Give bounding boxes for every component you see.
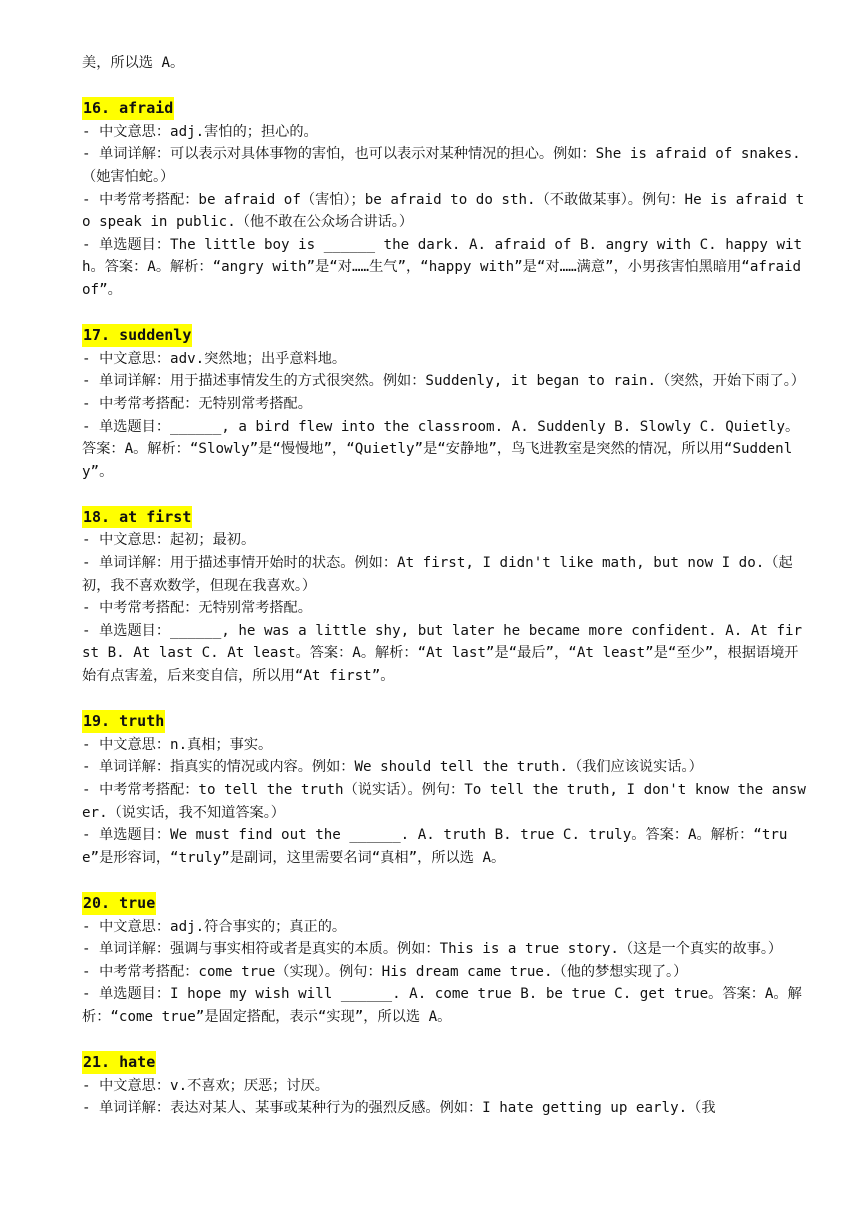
- spacer: [82, 75, 810, 98]
- entry-line: - 单选题目：We must find out the ______. A. truth B. true C. truly。答案：A。解析：“true”是形容词，“truly”是副词，这里需要名词“真相”，所以选 A。: [82, 827, 788, 866]
- vocab-entry: [82, 97, 810, 301]
- entry-heading-row: [82, 324, 810, 348]
- entry-line: - 单选题目：I hope my wish will ______. A. come true B. be true C. get true。答案：A。解析：“come true”是固定搭配，表示“实现”，所以选 A。: [82, 986, 802, 1025]
- vocab-entry: [82, 892, 810, 1029]
- entry-line: - 单选题目：______, he was a little shy, but later he became more confident. A. At first B. At last C. At least。答案：A。解析：“At last”是“最后”，“At least”是“至少”，根据语境开始有点害羞，后来变自信，所以用“At first”。: [82, 622, 803, 685]
- entry-line: - 中文意思：adj.害怕的；担心的。: [82, 123, 318, 140]
- document-page: [82, 52, 810, 1120]
- entry-line: - 单词详解：用于描述事情开始时的状态。例如：At first, I didn't like math, but now I do.（起初，我不喜欢数学，但现在我喜欢。）: [82, 555, 793, 594]
- spacer: [82, 483, 810, 506]
- entry-heading: 17. suddenly: [82, 324, 192, 347]
- entry-heading-row: [82, 506, 810, 530]
- entry-line: - 中考常考搭配：无特别常考搭配。: [82, 395, 312, 412]
- entry-line: - 中文意思：adv.突然地；出乎意料地。: [82, 350, 347, 367]
- intro-line: 美，所以选 A。: [82, 55, 185, 71]
- entry-line: - 中考常考搭配：come true（实现）。例句：His dream came true.（他的梦想实现了。）: [82, 963, 688, 980]
- entry-line: - 单词详解：强调与事实相符或者是真实的本质。例如：This is a true story.（这是一个真实的故事。）: [82, 941, 783, 958]
- entry-line: - 中考常考搭配：to tell the truth（说实话）。例句：To tell the truth, I don't know the answer.（说实话，我不知道答案。）: [82, 782, 806, 821]
- spacer: [82, 688, 810, 711]
- vocab-entry: [82, 324, 810, 483]
- entry-heading-row: [82, 892, 810, 916]
- entry-line: - 中文意思：v.不喜欢；厌恶；讨厌。: [82, 1077, 329, 1094]
- entry-line: - 单选题目：The little boy is ______ the dark. A. afraid of B. angry with C. happy with。答案：A。解析：“angry with”是“对……生气”，“happy with”是“对……满意”，小男孩害怕黑暗用“afraid of”。: [82, 236, 810, 298]
- entry-line: - 中考常考搭配：be afraid of（害怕）；be afraid to do sth.（不敢做某事）。例句：He is afraid to speak in public.（他不敢在公众场合讲话。）: [82, 191, 805, 231]
- entry-heading: 18. at first: [82, 506, 192, 529]
- entry-heading: 21. hate: [82, 1051, 156, 1074]
- entry-line: - 中考常考搭配：无特别常考搭配。: [82, 600, 312, 617]
- entry-heading-row: [82, 97, 810, 121]
- entry-line: - 单词详解：指真实的情况或内容。例如：We should tell the truth.（我们应该说实话。）: [82, 759, 703, 776]
- entry-heading-row: [82, 710, 810, 734]
- vocab-entry: [82, 1051, 810, 1120]
- vocabulary-entries: [82, 97, 810, 1120]
- entry-line: - 单词详解：可以表示对具体事物的害怕，也可以表示对某种情况的担心。例如：She is afraid of snakes.（她害怕蛇。）: [82, 146, 801, 185]
- entry-heading: 20. true: [82, 892, 156, 915]
- entry-heading-row: [82, 1051, 810, 1075]
- spacer: [82, 869, 810, 892]
- vocab-entry: [82, 710, 810, 869]
- entry-line: - 单词详解：用于描述事情发生的方式很突然。例如：Suddenly, it began to rain.（突然，开始下雨了。）: [82, 373, 805, 390]
- entry-line: - 单选题目：______, a bird flew into the classroom. A. Suddenly B. Slowly C. Quietly。答案：A。解析：“Slowly”是“慢慢地”，“Quietly”是“安静地”，鸟飞进教室是突然的情况，所以用“Suddenly”。: [82, 418, 800, 480]
- spacer: [82, 1029, 810, 1052]
- entry-line: - 中文意思：起初；最初。: [82, 532, 256, 549]
- entry-heading: 16. afraid: [82, 97, 174, 120]
- entry-line: - 中文意思：adj.符合事实的；真正的。: [82, 918, 347, 935]
- entry-line: - 中文意思：n.真相；事实。: [82, 736, 273, 753]
- entry-line: - 单词详解：表达对某人、某事或某种行为的强烈反感。例如：I hate getting up early.（我: [82, 1100, 716, 1117]
- vocab-entry: [82, 506, 810, 688]
- entry-heading: 19. truth: [82, 710, 165, 733]
- spacer: [82, 302, 810, 325]
